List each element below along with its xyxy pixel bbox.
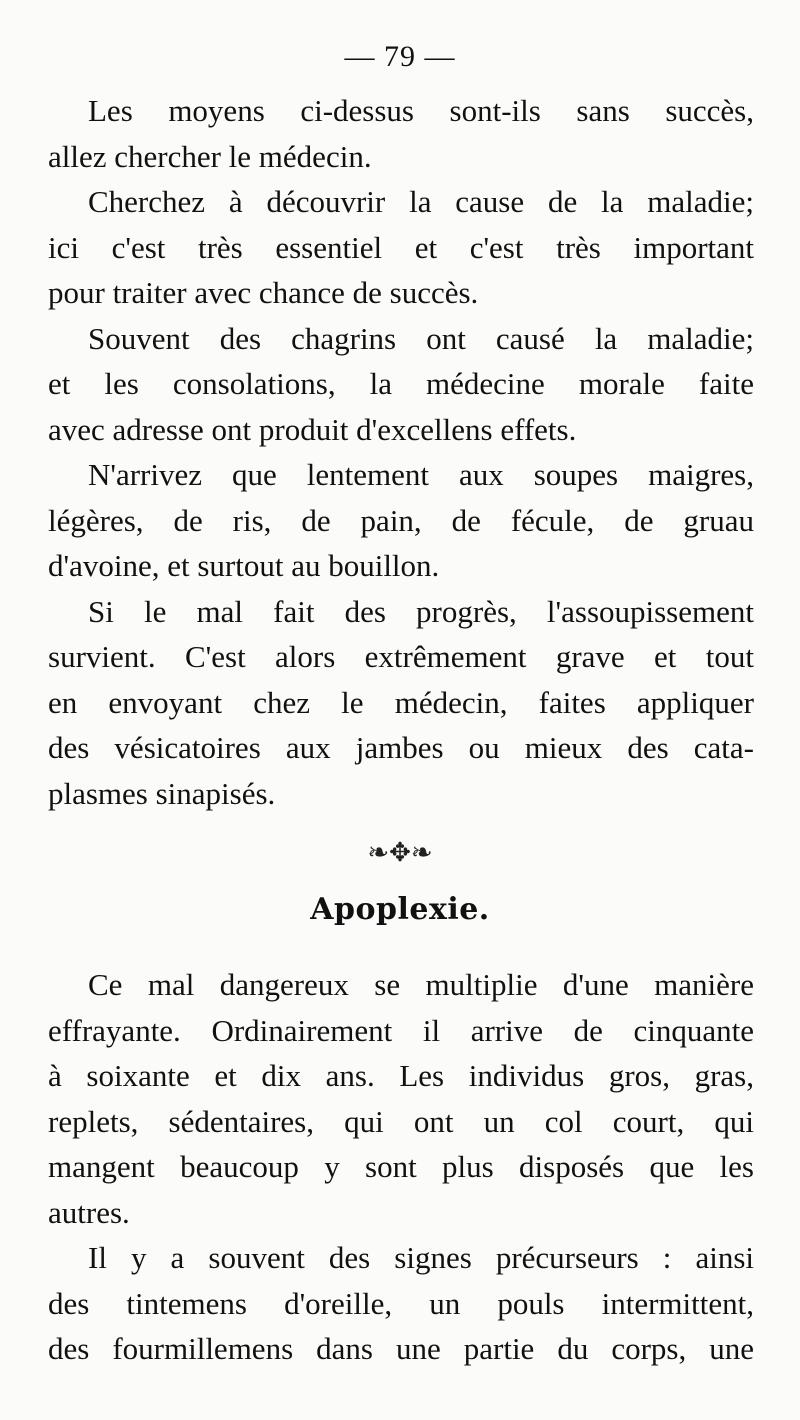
text-line: Ce mal dangereux se multiplie d'une manière xyxy=(88,967,754,1002)
paragraph xyxy=(48,1235,754,1372)
text-line: Si le mal fait des progrès, l'assoupissement xyxy=(88,593,754,629)
text-line: en envoyant chez le médecin, faites appliquer xyxy=(48,684,754,720)
text-line: allez chercher le médecin. xyxy=(48,138,372,174)
text-line: légères, de ris, de pain, de fécule, de gruau xyxy=(48,502,754,538)
section-heading: Apoplexie. xyxy=(310,892,490,927)
page-number: — 79 — xyxy=(344,40,456,73)
text-line: autres. xyxy=(48,1194,130,1230)
text-line: des tintemens d'oreille, un pouls intermittent, xyxy=(48,1285,754,1321)
text-line: survient. C'est alors extrêmement grave et tout xyxy=(48,639,754,674)
text-line: plasmes sinapisés. xyxy=(48,775,276,811)
text-line: effrayante. Ordinairement il arrive de cinquante xyxy=(48,1012,754,1048)
paragraph xyxy=(48,452,754,589)
text-line: replets, sédentaires, qui ont un col court, qui xyxy=(48,1103,754,1139)
text-line: Les moyens ci-dessus sont-ils sans succès, xyxy=(88,93,754,128)
text-line: Il y a souvent des signes précurseurs : ainsi xyxy=(88,1240,754,1275)
text-line: d'avoine, et surtout au bouillon. xyxy=(48,548,440,583)
paragraph xyxy=(48,589,754,817)
text-line: mangent beaucoup y sont plus disposés que les xyxy=(48,1149,754,1184)
ornament-divider: ❧✥❧ xyxy=(367,838,433,868)
text-line: N'arrivez que lentement aux soupes maigres, xyxy=(88,457,754,492)
paragraph xyxy=(48,88,754,179)
text-line: ici c'est très essentiel et c'est très important xyxy=(48,229,754,265)
text-line: pour traiter avec chance de succès. xyxy=(48,275,479,310)
text-line: des vésicatoires aux jambes ou mieux des cata- xyxy=(48,730,754,765)
text-line: Souvent des chagrins ont causé la maladie; xyxy=(88,320,754,356)
text-line: à soixante et dix ans. Les individus gros, gras, xyxy=(48,1058,754,1093)
paragraph xyxy=(48,179,754,316)
text-line: et les consolations, la médecine morale faite xyxy=(48,366,754,401)
text-line: des fourmillemens dans une partie du corps, une xyxy=(48,1331,754,1366)
text-block-top xyxy=(48,88,754,816)
text-line: avec adresse ont produit d'excellens effets. xyxy=(48,411,577,447)
text-line: Cherchez à découvrir la cause de la maladie; xyxy=(88,184,754,219)
paragraph xyxy=(48,962,754,1235)
text-block-bottom xyxy=(48,962,754,1372)
paragraph xyxy=(48,316,754,453)
